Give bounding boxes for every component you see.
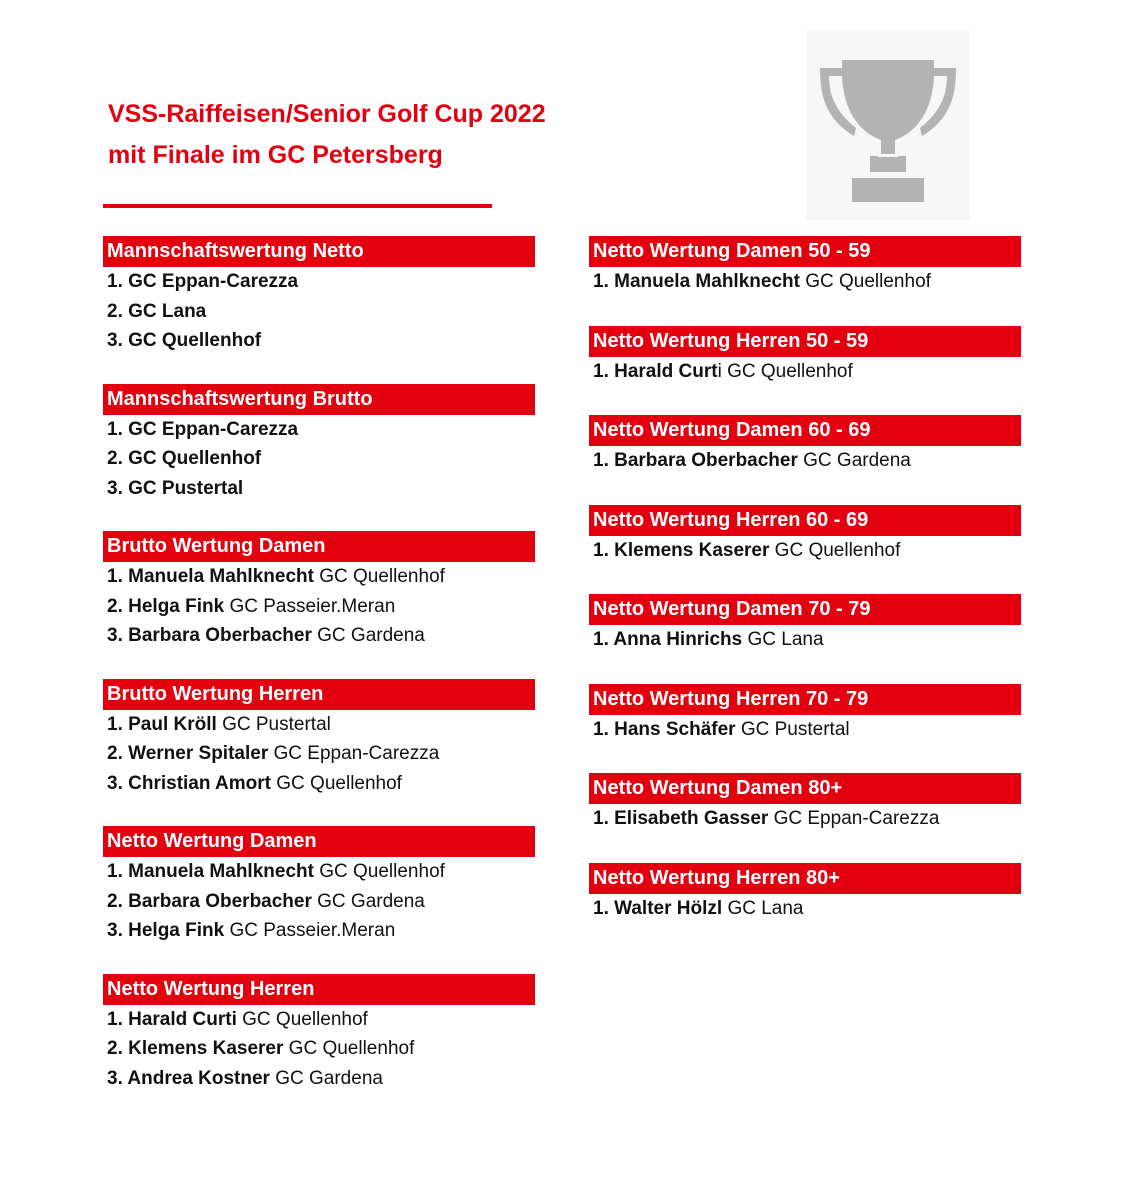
ranking-entry xyxy=(589,536,1021,566)
ranking-entry xyxy=(103,710,535,740)
player-name: 2. GC Quellenhof xyxy=(107,448,262,469)
ranking-entry xyxy=(103,1034,535,1064)
player-name: 3. Barbara Oberbacher xyxy=(107,625,312,646)
player-name: 2. Helga Fink xyxy=(107,595,225,617)
club-name: GC Eppan-Carezza xyxy=(773,808,940,829)
section-netto-wertung-damen-60-69 xyxy=(589,415,1021,476)
player-name: 2. Barbara Oberbacher xyxy=(107,890,312,912)
ranking-entry xyxy=(589,357,1021,387)
ranking-entry xyxy=(589,894,1021,924)
player-name: 1. GC Eppan-Carezza xyxy=(107,418,299,440)
ranking-entry xyxy=(103,267,535,297)
ranking-entry xyxy=(103,415,535,445)
player-name: 1. Elisabeth Gasser xyxy=(593,808,769,829)
ranking-entry xyxy=(103,769,535,799)
section-header: Brutto Wertung Damen xyxy=(103,531,535,562)
club-name: GC Quellenhof xyxy=(319,861,445,882)
ranking-entry xyxy=(103,562,535,592)
player-name: 1. Manuela Mahlknecht xyxy=(107,566,314,587)
title-line-2: mit Finale im GC Petersberg xyxy=(108,141,443,169)
player-name: 1. Barbara Oberbacher xyxy=(593,450,798,471)
section-header: Netto Wertung Damen 60 - 69 xyxy=(589,415,1021,446)
club-name: GC Lana xyxy=(727,897,804,919)
ranking-entry xyxy=(103,474,535,504)
player-name: 3. GC Quellenhof xyxy=(107,330,262,351)
player-name: 2. GC Lana xyxy=(107,300,207,322)
player-name: 1. Harald Curt xyxy=(593,360,718,382)
section-netto-wertung-herren xyxy=(103,974,535,1094)
ranking-entry xyxy=(103,621,535,651)
ranking-entry xyxy=(103,326,535,356)
ranking-entry xyxy=(589,267,1021,297)
section-header: Netto Wertung Herren 50 - 59 xyxy=(589,326,1021,357)
club-name: GC Quellenhof xyxy=(805,271,931,292)
ranking-entry xyxy=(103,739,535,769)
section-netto-wertung-herren-60-69 xyxy=(589,505,1021,566)
club-name: GC Gardena xyxy=(275,1067,383,1089)
player-name: 1. Walter Hölzl xyxy=(593,897,723,919)
club-name: GC Passeier.Meran xyxy=(229,595,396,617)
player-name: 3. Helga Fink xyxy=(107,920,225,941)
player-name: 1. Anna Hinrichs xyxy=(593,629,743,650)
ranking-entry xyxy=(589,715,1021,745)
section-header: Netto Wertung Herren 70 - 79 xyxy=(589,684,1021,715)
section-header: Netto Wertung Damen 80+ xyxy=(589,773,1021,804)
section-brutto-wertung-herren xyxy=(103,679,535,799)
club-name: GC Passeier.Meran xyxy=(229,920,396,941)
ranking-entry xyxy=(103,444,535,474)
player-name: 3. GC Pustertal xyxy=(107,477,244,499)
player-name: 1. Manuela Mahlknecht xyxy=(107,861,314,882)
club-name: GC Lana xyxy=(747,629,824,650)
ranking-entry xyxy=(589,625,1021,655)
club-name: i GC Quellenhof xyxy=(717,360,853,382)
player-name: 1. GC Eppan-Carezza xyxy=(107,271,299,292)
ranking-entry xyxy=(103,1005,535,1035)
club-name: GC Eppan-Carezza xyxy=(273,743,440,764)
right-column xyxy=(589,236,1021,952)
section-mannschaftswertung-brutto xyxy=(103,384,535,504)
club-name: GC Pustertal xyxy=(222,713,331,735)
title-line-1: VSS-Raiffeisen/Senior Golf Cup 2022 xyxy=(108,100,546,128)
player-name: 2. Werner Spitaler xyxy=(107,743,269,764)
section-netto-wertung-damen-50-59 xyxy=(589,236,1021,297)
club-name: GC Quellenhof xyxy=(242,1008,368,1030)
ranking-entry xyxy=(103,592,535,622)
section-header: Netto Wertung Herren xyxy=(103,974,535,1005)
section-header: Mannschaftswertung Brutto xyxy=(103,384,535,415)
section-header: Netto Wertung Damen xyxy=(103,826,535,857)
page-title xyxy=(108,94,546,176)
section-netto-wertung-damen-70-79 xyxy=(589,594,1021,655)
player-name: 3. Andrea Kostner xyxy=(107,1067,270,1089)
section-header: Netto Wertung Damen 50 - 59 xyxy=(589,236,1021,267)
section-netto-wertung-herren-50-59 xyxy=(589,326,1021,387)
player-name: 1. Paul Kröll xyxy=(107,713,217,735)
section-netto-wertung-herren-70-79 xyxy=(589,684,1021,745)
club-name: GC Quellenhof xyxy=(276,772,402,794)
club-name: GC Quellenhof xyxy=(774,539,901,561)
ranking-entry xyxy=(103,887,535,917)
ranking-entry xyxy=(103,1064,535,1094)
ranking-entry xyxy=(103,857,535,887)
club-name: GC Gardena xyxy=(803,450,911,471)
title-underline xyxy=(103,204,492,208)
section-netto-wertung-damen xyxy=(103,826,535,946)
section-netto-wertung-damen-80 xyxy=(589,773,1021,834)
club-name: GC Gardena xyxy=(317,890,425,912)
section-brutto-wertung-damen xyxy=(103,531,535,651)
section-mannschaftswertung-netto xyxy=(103,236,535,356)
ranking-entry xyxy=(103,297,535,327)
ranking-entry xyxy=(589,804,1021,834)
club-name: GC Quellenhof xyxy=(288,1038,415,1059)
club-name: GC Quellenhof xyxy=(319,566,445,587)
club-name: GC Gardena xyxy=(317,625,425,646)
trophy-icon xyxy=(806,30,970,220)
left-column xyxy=(103,236,535,1121)
player-name: 1. Manuela Mahlknecht xyxy=(593,271,800,292)
player-name: 1. Hans Schäfer xyxy=(593,718,736,740)
ranking-entry xyxy=(589,446,1021,476)
club-name: GC Pustertal xyxy=(740,718,850,740)
player-name: 3. Christian Amort xyxy=(107,772,271,794)
player-name: 2. Klemens Kaserer xyxy=(107,1038,284,1059)
section-header: Netto Wertung Herren 60 - 69 xyxy=(589,505,1021,536)
section-header: Brutto Wertung Herren xyxy=(103,679,535,710)
player-name: 1. Klemens Kaserer xyxy=(593,539,770,561)
section-header: Netto Wertung Herren 80+ xyxy=(589,863,1021,894)
section-header: Mannschaftswertung Netto xyxy=(103,236,535,267)
section-netto-wertung-herren-80 xyxy=(589,863,1021,924)
player-name: 1. Harald Curti xyxy=(107,1008,237,1030)
ranking-entry xyxy=(103,916,535,946)
section-header: Netto Wertung Damen 70 - 79 xyxy=(589,594,1021,625)
